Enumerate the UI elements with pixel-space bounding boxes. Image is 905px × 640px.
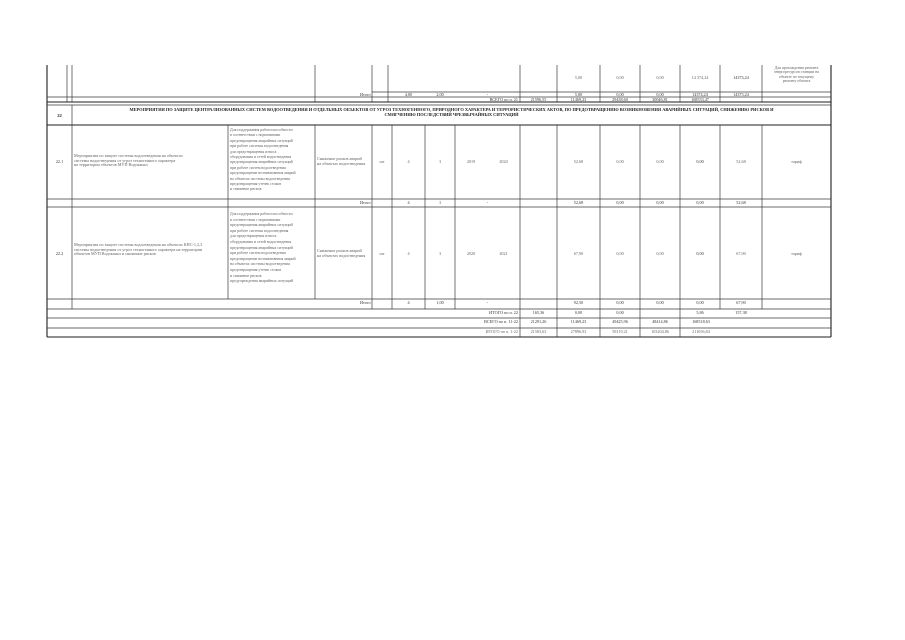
total1-v2: 0,00	[574, 310, 583, 315]
top-sum-v1: 21596,55	[530, 97, 547, 102]
row2-qty2: 1	[438, 251, 442, 256]
top-sum-v5: 168533,47	[691, 97, 709, 102]
total3-v5: 211056,84	[692, 329, 710, 334]
total3-label: ИТОГО по п. 1-22	[485, 329, 518, 334]
total2-v2: 11469,23	[570, 319, 587, 324]
row1-qty1: 4	[407, 159, 410, 164]
total1-label: ИТОГО по п. 22	[489, 310, 518, 315]
row2-description: Для поддержания работоспособности в соответствии с нормативами предотвращения аварийных ситуаций при работе системы водоотведения для предотвращения износа оборудования и сетей водоотведения предотвращения аварийных ситуаций при работе систем водоотведения предотвращение возникновения аварий на объектах системы водоотведения предотвращения утечек стоков и снижение рисков предупреждения аварийных ситуаций	[230, 212, 296, 284]
row1-itogo-v3: -	[486, 200, 489, 205]
row2-itogo-v3: -	[486, 300, 489, 305]
row2-source: тариф	[791, 251, 802, 256]
row2-unit: шт	[379, 251, 385, 256]
row1-unit: шт	[379, 159, 385, 164]
row1-name: Мероприятия по защите системы водоотведения на объектах системы водоотведения от угроз техногенного характера на территории объектов МУП Водоканал	[74, 153, 183, 168]
total3-v2: 27896,93	[570, 329, 587, 334]
total1-v5: 157,38	[735, 310, 747, 315]
row2-itogo-v8: 67,90	[736, 300, 746, 305]
total2-v5: 168518,63	[692, 319, 710, 324]
total3-v4: 103204,86	[651, 329, 669, 334]
row2-itogo-v2: 1,00	[436, 300, 444, 305]
top-itogo-label: Итого	[360, 92, 371, 97]
total2-v3: 49425,96	[612, 319, 628, 324]
top-sum-v2: 11469,23	[570, 97, 587, 102]
top-sum-v4: 30046,81	[652, 97, 668, 102]
top-itogo-v6: 0,00	[656, 92, 664, 97]
row2-itogo-v5: 0,00	[616, 300, 624, 305]
top-row-cost: 5,00	[574, 75, 583, 80]
row1-qty2: 1	[438, 159, 442, 164]
row1-year2: 2020	[499, 159, 508, 164]
row2-number: 22.2	[55, 251, 64, 256]
top-row-note: Для прохождения ремонта энергоресурсов станции на объекте по текущему ремонту объекта	[774, 66, 819, 83]
row1-cost: 52,68	[573, 159, 584, 164]
row2-c1: 0,00	[616, 251, 624, 256]
row2-c2: 0,00	[656, 251, 664, 256]
row2-itogo-v4: 92,50	[573, 300, 584, 305]
row1-source: тариф	[791, 159, 802, 164]
row1-effect: Снижение рисков аварий на объектах водоотведения	[317, 156, 366, 166]
top-sum-label: ВСЕГО по п. 21	[489, 97, 518, 102]
top-itogo-v1: 4,00	[404, 92, 413, 97]
total2-v1: 21291,26	[530, 319, 547, 324]
top-sum-v3: 29438,60	[612, 97, 628, 102]
row1-itogo-v6: 0,00	[656, 200, 664, 205]
row2-cost: 67,90	[573, 251, 584, 256]
row1-number: 22.1	[55, 159, 64, 164]
total1-v1: 165,36	[532, 310, 545, 315]
top-row-c3: 14 374,24	[691, 75, 709, 80]
top-row-total: 14373,24	[733, 75, 749, 80]
top-itogo-v2: 2,00	[436, 92, 444, 97]
total3-v1: 21583,63	[530, 329, 547, 334]
row2-itogo-v7: 0,00	[696, 300, 704, 305]
row2-c3: 0,00	[696, 251, 704, 256]
total2-v4: 48414,86	[652, 319, 668, 324]
total2-label: ВСЕГО по п. 11-22	[484, 319, 518, 324]
row1-itogo-v1: 4	[407, 200, 410, 205]
row2-itogo-label: Итого	[360, 300, 371, 305]
row1-c1: 0,00	[616, 159, 624, 164]
row1-itogo-v8: 52,68	[736, 200, 746, 205]
row1-itogo-v4: 52,68	[573, 200, 584, 205]
row1-c3: 0,00	[696, 159, 704, 164]
row1-itogo-v2: 1	[438, 200, 442, 205]
row1-year1: 2019	[466, 159, 476, 164]
row2-effect: Снижение рисков аварий на объектах водоотведения	[317, 248, 366, 258]
top-row-c2: 0,00	[656, 75, 664, 80]
top-itogo-v4: 5,00	[574, 92, 583, 97]
row2-name: Мероприятия по защите системы водоотведения на объектах КНС-1,2,3 системы водоотведения от угроз техногенного характера на территории объектов МУП Водоканал и снижение рисков	[74, 242, 203, 257]
row2-qty1: 4	[407, 251, 410, 256]
total3-v3: 58119,21	[612, 329, 628, 334]
top-itogo-v5: 0,00	[616, 92, 624, 97]
row1-itogo-v7: 0,00	[696, 200, 704, 205]
top-row-c1: 0,00	[616, 75, 624, 80]
row1-itogo-label: Итого	[360, 200, 371, 205]
top-itogo-v7: 14374,24	[692, 92, 708, 97]
top-itogo-v3: -	[486, 92, 489, 97]
section-number: 22	[57, 113, 62, 118]
top-itogo-v8: 14373,24	[733, 92, 749, 97]
row2-year2: 2021	[499, 251, 508, 256]
row2-itogo-v1: 4	[407, 300, 410, 305]
row2-itogo-v6: 0,00	[656, 300, 664, 305]
row2-total: 67,90	[736, 251, 746, 256]
row1-total: 52,68	[736, 159, 746, 164]
row2-year1: 2020	[466, 251, 476, 256]
row1-c2: 0,00	[656, 159, 664, 164]
row1-itogo-v5: 0,00	[616, 200, 624, 205]
total1-v3: 0,00	[616, 310, 624, 315]
section-title: МЕРОПРИЯТИЯ ПО ЗАЩИТЕ ЦЕНТРАЛИЗОВАННЫХ СИСТЕМ ВОДООТВЕДЕНИЯ И ОТДЕЛЬНЫХ ОБЪЕКТОВ ОТ УГРОЗ ТЕХНОГЕННОГО, ПРИРОДНОГО ХАРАКТЕРА И ТЕРРОРИСТИЧЕСКИХ АКТОВ, ПО ПРЕДОТВРАЩЕНИЮ ВОЗНИКНОВЕНИЯ АВАРИЙНЫХ СИТУАЦИЙ, СНИЖЕНИЮ РИСКОВ И СМЯГЧЕНИЮ ПОСЛЕДСТВИЙ ЧРЕЗВЫЧАЙНЫХ СИТУАЦИЙ	[129, 107, 774, 118]
total1-v4: 5,86	[696, 310, 704, 315]
row1-description: Для поддержания работоспособности в соответствии с нормативами предотвращения аварийных ситуаций при работе системы водоотведения для предотвращения износа оборудования и сетей водоотведения предотвращения аварийных ситуаций при работе систем водоотведения предотвращение возникновения аварий на объектах системы водоотведения предотвращения утечек стоков и снижение рисков	[230, 128, 296, 192]
